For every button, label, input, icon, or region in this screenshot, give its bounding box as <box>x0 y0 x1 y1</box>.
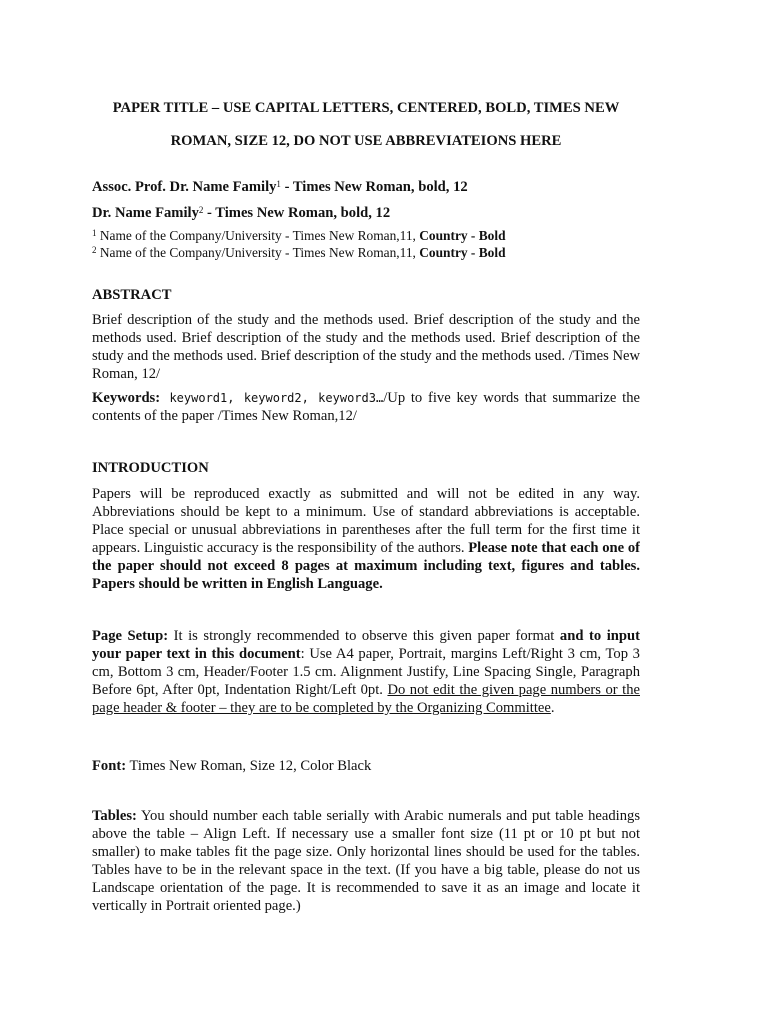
page-setup-paragraph: Page Setup: It is strongly recommended to observe this given paper format and to input your paper text in this document: Use A4 paper, Portrait, margins Left/Right 3 cm, Top 3 cm, Bottom 3 cm, Header/Footer 1.5 cm. Alignment Justify, Line Spacing Single, Paragraph Before 6pt, After 0pt, Indentation Right/Left 0pt. Do not edit the given page numbers or the page header & footer – they are to be completed by the Organizing Committee. <box>92 628 640 716</box>
paper-title <box>92 92 640 158</box>
tables-paragraph: Tables: You should number each table serially with Arabic numerals and put table headings above the table – Align Left. If necessary use a smaller font size (11 pt or 10 pt but not smaller) to make tables fit the page size. Only horizontal lines should be used for the tables. Tables have to be in the relevant space in the text. (If you have a big table, please do not us Landscape orientation of the page. It is recommended to save it as an image and locate it vertically in Portrait oriented page.) <box>92 808 640 914</box>
title-line-1: PAPER TITLE – USE CAPITAL LETTERS, CENTERED, BOLD, TIMES NEW <box>112 100 620 116</box>
document-page <box>92 0 640 1024</box>
author-2: Dr. Name Family$^2$ - Times New Roman, bold, 12 <box>92 205 391 221</box>
affiliation-1: $^1$ Name of the Company/University - Times New Roman,11, Country - Bold <box>92 228 506 243</box>
introduction-body: Papers will be reproduced exactly as submitted and will not be edited in any way. Abbreviations should be kept to a minimum. Use of standard abbreviations is acceptable. Place special or unusual abbreviations in parentheses after the full term for the first time it appears. Linguistic accuracy is the responsibility of the authors. Please note that each one of the paper should not exceed 8 pages at maximum including text, figures and tables. Papers should be written in English Language. <box>92 486 640 592</box>
font-paragraph: Font: Times New Roman, Size 12, Color Black <box>92 758 372 774</box>
abstract-heading: ABSTRACT <box>92 287 172 303</box>
abstract-body: Brief description of the study and the methods used. Brief description of the study and the methods used. Brief description of the study and the methods used. Brief description of the study and the methods used. Brief description of the study and the methods used. /Times New Roman, 12/ <box>92 312 640 382</box>
title-line-2: ROMAN, SIZE 12, DO NOT USE ABBREVIATEIONS HERE <box>170 133 562 149</box>
affiliation-2: $^2$ Name of the Company/University - Times New Roman,11, Country - Bold <box>92 245 506 260</box>
keywords-paragraph: Keywords: keyword1, keyword2, keyword3…/Up to five key words that summarize the contents of the paper /Times New Roman,12/ <box>92 390 640 424</box>
introduction-heading: INTRODUCTION <box>92 460 209 476</box>
author-1: Assoc. Prof. Dr. Name Family$^1$ - Times New Roman, bold, 12 <box>92 179 468 195</box>
